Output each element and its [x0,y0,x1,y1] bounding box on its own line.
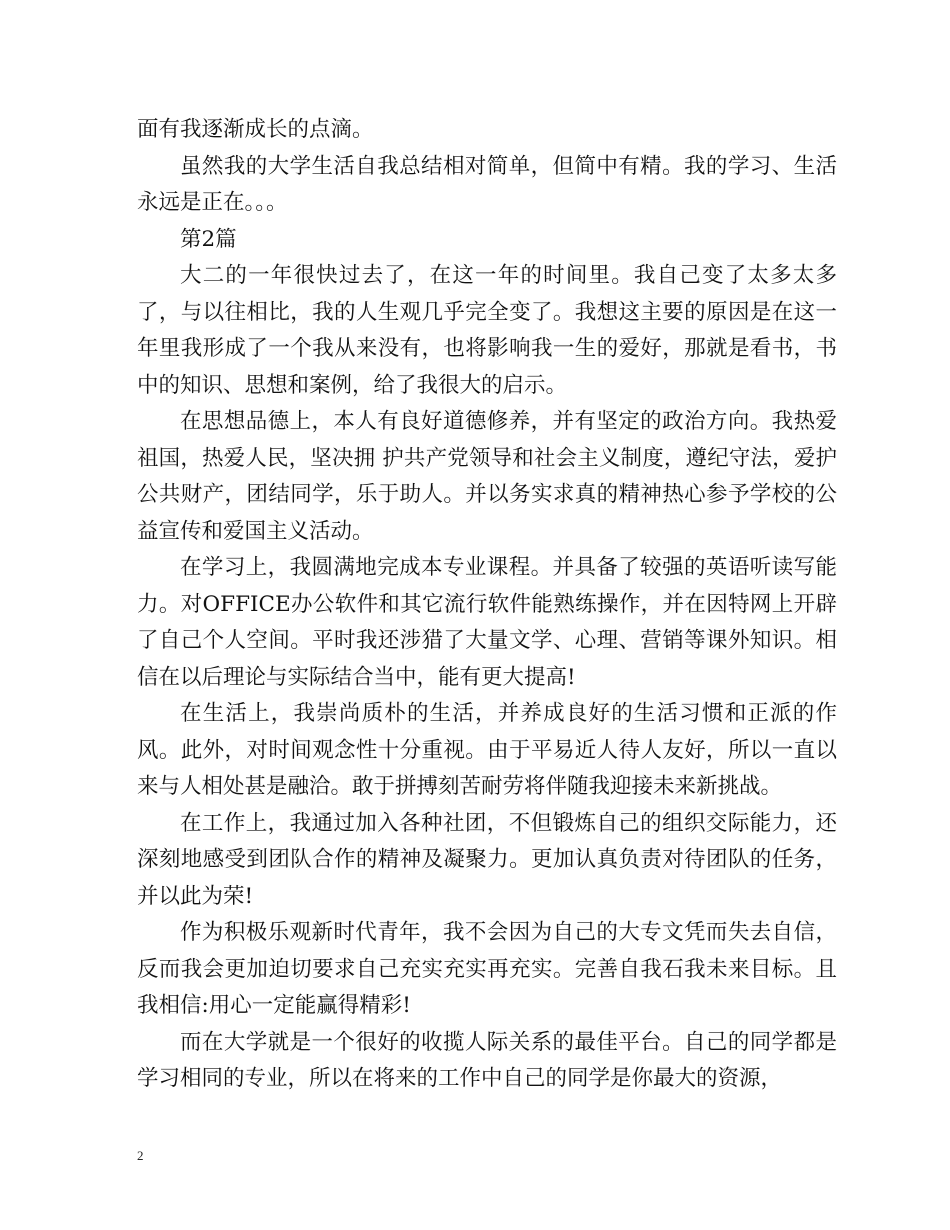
paragraph-7: 在工作上，我通过加入各种社团，不但锻炼自己的组织交际能力，还深刻地感受到团队合作的精神及凝聚力。更加认真负责对待团队的任务，并以此为荣! [137,810,837,909]
paragraph-6: 在生活上，我崇尚质朴的生活，并养成良好的生活习惯和正派的作风。此外，对时间观念性十分重视。由于平易近人待人友好，所以一直以来与人相处甚是融洽。敢于拼搏刻苦耐劳将伴随我迎接未来新挑战。 [137,701,837,799]
paragraph-2: 虽然我的大学生活自我总结相对简单，但简中有精。我的学习、生活永远是正在。。。 [137,153,837,215]
section-heading: 第2篇 [180,226,237,252]
paragraph-8: 作为积极乐观新时代青年，我不会因为自己的大专文凭而失去自信，反而我会更加迫切要求自己充实充实再充实。完善自我石我未来目标。且我相信:用心一定能赢得精彩! [137,920,837,1018]
paragraph-3: 大二的一年很快过去了，在这一年的时间里。我自己变了太多太多了，与以往相比，我的人生观几乎完全变了。我想这主要的原因是在这一年里我形成了一个我从来没有，也将影响我一生的爱好，那就是看书，书中的知识、思想和案例，给了我很大的启示。 [137,263,837,398]
paragraph-5: 在学习上，我圆满地完成本专业课程。并具备了较强的英语听读写能力。对OFFICE办公软件和其它流行软件能熟练操作，并在因特网上开辟了自己个人空间。平时我还涉猎了大量文学、心理、营销等课外知识。相信在以后理论与实际结合当中，能有更大提高! [137,555,837,690]
paragraph-1: 面有我逐渐成长的点滴。 [137,117,374,142]
page-number: 2 [137,1148,144,1163]
body-text [137,112,837,1098]
paragraph-4: 在思想品德上，本人有良好道德修养，并有坚定的政治方向。我热爱祖国，热爱人民，坚决拥 护共产党领导和社会主义制度，遵纪守法，爱护公共财产，团结同学，乐于助人。并以务实求真的精神热心参予学校的公益宣传和爱国主义活动。 [137,409,837,544]
paragraph-9: 而在大学就是一个很好的收揽人际关系的最佳平台。自己的同学都是学习相同的专业，所以在将来的工作中自己的同学是你最大的资源， [137,1029,837,1091]
